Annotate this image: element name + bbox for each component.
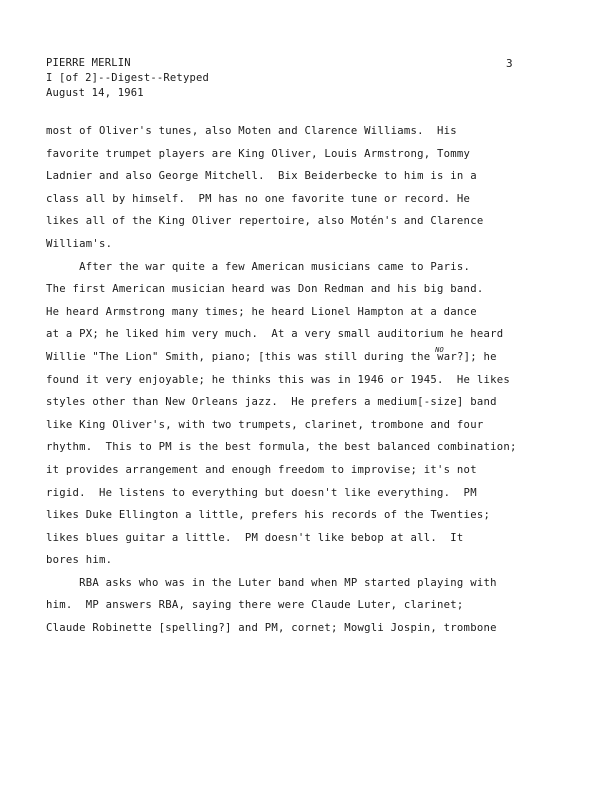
line-suffix: war?]; he [437, 350, 497, 363]
text-line: him. MP answers RBA, saying there were Claude Luter, clarinet; [46, 599, 464, 612]
text-line: favorite trumpet players are King Oliver, Louis Armstrong, Tommy [46, 147, 471, 160]
text-line: it provides arrangement and enough freedom to improvise; it's not [46, 463, 477, 476]
text-line: Claude Robinette [spelling?] and PM, cornet; Mowgli Jospin, trombone [46, 622, 497, 635]
interview-date: August 14, 1961 [46, 87, 144, 99]
text-line: styles other than New Orleans jazz. He prefers a medium[-size] band [46, 396, 497, 409]
text-line: He heard Armstrong many times; he heard Lionel Hampton at a dance [46, 305, 477, 318]
page-number: 3 [506, 57, 513, 70]
text-line-annotated: Willie "The Lion" Smith, piano; [this was still during the NOwar?]; he [46, 345, 497, 363]
interviewee-name: PIERRE MERLIN [46, 57, 131, 69]
text-line: class all by himself. PM has no one favorite tune or record. He [46, 192, 471, 205]
text-line: Ladnier and also George Mitchell. Bix Beiderbecke to him is in a [46, 170, 477, 183]
text-line: rigid. He listens to everything but doesn't like everything. PM [46, 486, 477, 499]
transcript-body [46, 120, 566, 640]
text-line: RBA asks who was in the Luter band when MP started playing with [46, 576, 497, 589]
text-line: at a PX; he liked him very much. At a very small auditorium he heard [46, 328, 504, 341]
text-line: rhythm. This to PM is the best formula, the best balanced combination; [46, 441, 517, 454]
text-line: found it very enjoyable; he thinks this was in 1946 or 1945. He likes [46, 373, 510, 386]
text-line: bores him. [46, 554, 113, 567]
text-line: The first American musician heard was Don Redman and his big band. [46, 283, 484, 296]
text-line: most of Oliver's tunes, also Moten and Clarence Williams. His [46, 125, 457, 137]
text-line: likes Duke Ellington a little, prefers his records of the Twenties; [46, 509, 491, 522]
text-line: After the war quite a few American musicians came to Paris. [46, 260, 471, 273]
reel-info: I [of 2]--Digest--Retyped [46, 72, 210, 84]
text-line: William's. [46, 237, 113, 250]
line-prefix: Willie "The Lion" Smith, piano; [this was still during the [46, 350, 438, 363]
page-header [46, 56, 209, 101]
text-line: like King Oliver's, with two trumpets, clarinet, trombone and four [46, 418, 484, 431]
text-line: likes all of the King Oliver repertoire, also Motén's and Clarence [46, 215, 484, 228]
text-line: likes blues guitar a little. PM doesn't like bebop at all. It [46, 531, 464, 544]
